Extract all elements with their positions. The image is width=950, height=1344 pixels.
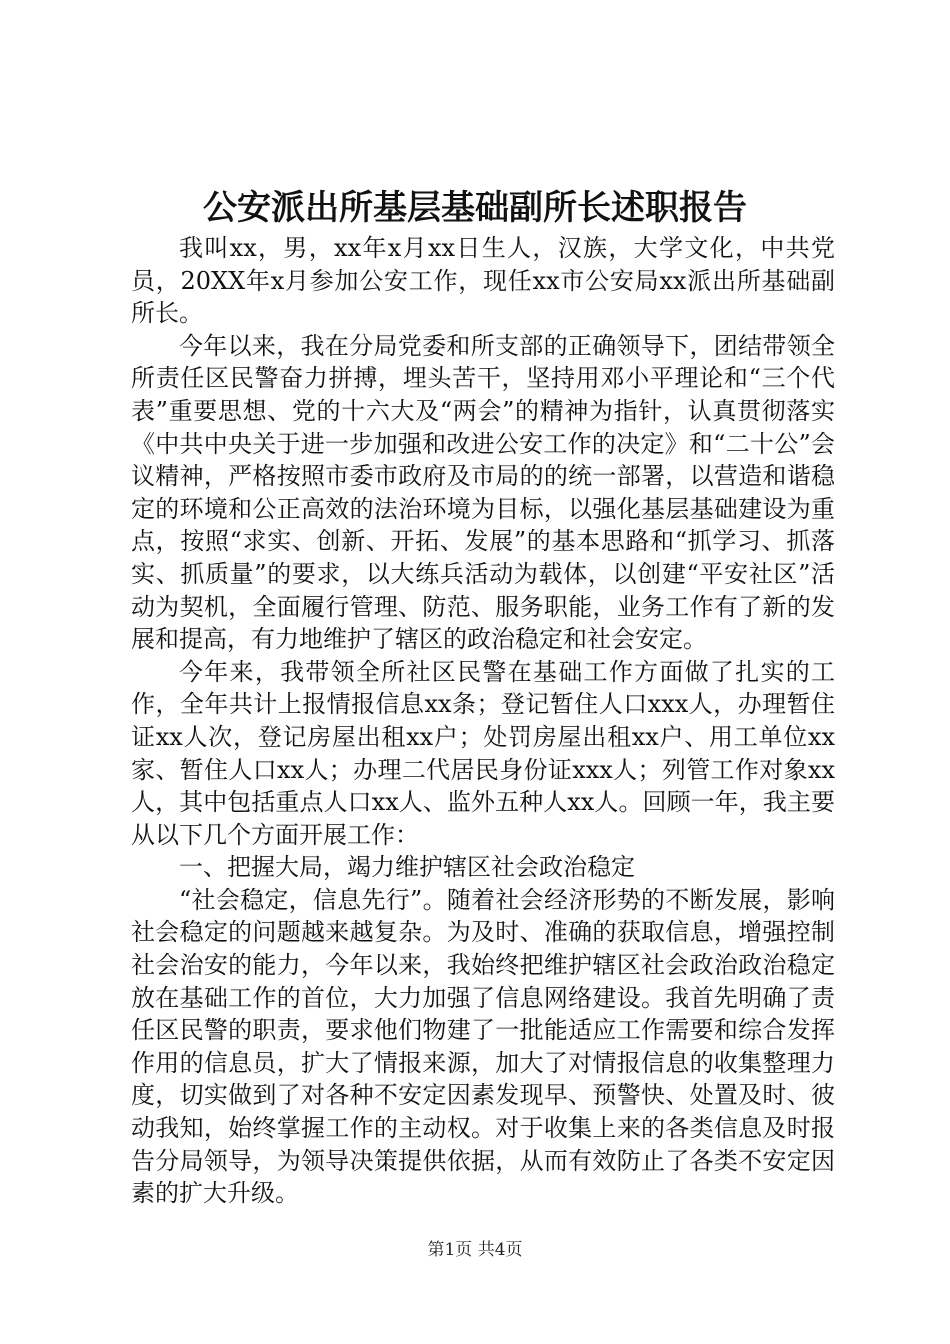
paragraph-overview: 今年以来，我在分局党委和所支部的正确领导下，团结带领全所责任区民警奋力拼搏，埋头苦干，坚持用邓小平理论和“三个代表”重要思想、党的十六大及“两会”的精神为指针，认真贯彻落实《中共中央关于进一步加强和改进公安工作的决定》和“二十公”会议精神，严格按照市委市政府及市局的的统一部署，以营造和谐稳定的环境和公正高效的法治环境为目标，以强化基层基础建设为重点，按照“求实、创新、开拓、发展”的基本思路和“抓学习、抓落实、抓质量”的要求，以大练兵活动为载体，以创建“平安社区”活动为契机，全面履行管理、防范、服务职能，业务工作有了新的发展和提高，有力地维护了辖区的政治稳定和社会安定。 xyxy=(131,331,835,654)
section-heading: 一、把握大局，竭力维护辖区社会政治稳定 xyxy=(179,853,635,882)
page-footer: 第1页 共4页 xyxy=(427,1240,523,1260)
paragraph-statistics: 今年来，我带领全所社区民警在基础工作方面做了扎实的工作，全年共计上报情报信息xx条；登记暂住人口xxx人，办理暂住证xx人次，登记房屋出租xx户；处罚房屋出租xx户、用工单位xx家、暂住人口xx人；办理二代居民身份证xxx人；列管工作对象xx人，其中包括重点人口xx人、监外五种人xx人。回顾一年，我主要从以下几个方面开展工作： xyxy=(131,657,835,849)
paragraph-intro: 我叫xx，男，xx年x月xx日生人，汉族，大学文化，中共党员，20XX年x月参加公安工作，现任xx市公安局xx派出所基础副所长。 xyxy=(131,234,835,328)
document-body xyxy=(131,232,835,1210)
document-title: 公安派出所基层基础副所长述职报告 xyxy=(203,188,747,228)
paragraph-information: “社会稳定，信息先行”。随着社会经济形势的不断发展，影响社会稳定的问题越来越复杂。为及时、准确的获取信息，增强控制社会治安的能力，今年以来，我始终把维护辖区社会政治政治稳定放在基础工作的首位，大力加强了信息网络建设。我首先明确了责任区民警的职责，要求他们物建了一批能适应工作需要和综合发挥作用的信息员，扩大了情报来源，加大了对情报信息的收集整理力度，切实做到了对各种不安定因素发现早、预警快、处置及时、彼动我知，始终掌握工作的主动权。对于收集上来的各类信息及时报告分局领导，为领导决策提供依据，从而有效防止了各类不安定因素的扩大升级。 xyxy=(131,885,835,1208)
